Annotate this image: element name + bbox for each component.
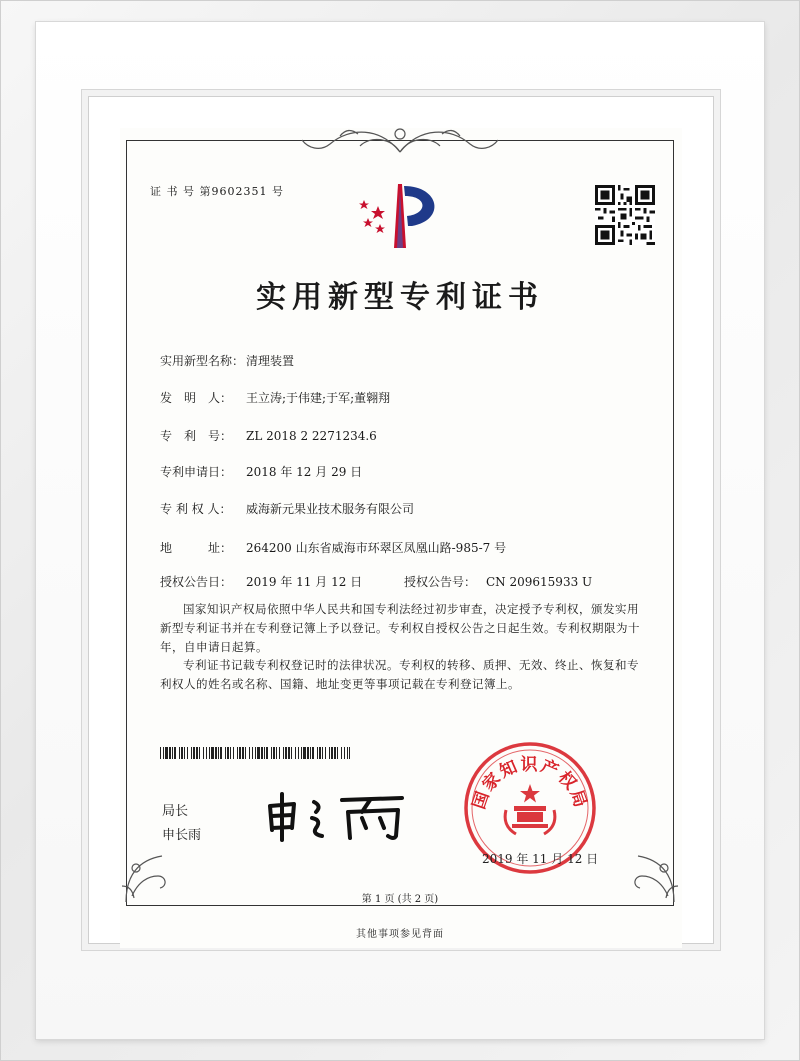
barcode-bar xyxy=(242,747,244,759)
barcode-bar xyxy=(255,747,256,759)
barcode-bar xyxy=(301,747,302,759)
barcode-bar xyxy=(163,747,164,759)
barcode-bar xyxy=(227,747,229,759)
certificate-title: 实用新型专利证书 xyxy=(256,280,544,315)
certificate-number: 证 书 号 第9602351 号 xyxy=(150,185,284,198)
field-label: 实用新型名称： xyxy=(160,354,245,368)
field-value: 威海新元果业技术服务有限公司 xyxy=(246,502,415,516)
barcode-bar xyxy=(193,747,195,759)
field-utility-model-name xyxy=(160,352,294,369)
field-value: 2018 年 12 月 29 日 xyxy=(246,465,363,479)
barcode-bar xyxy=(310,747,311,759)
page-number: 第 1 页 (共 2 页) xyxy=(361,894,439,905)
cnipa-logo-icon xyxy=(350,180,450,252)
field-value: 王立涛;于伟建;于军;董翱翔 xyxy=(246,391,391,405)
barcode-bar xyxy=(211,747,214,759)
barcode-bar xyxy=(285,747,287,759)
body-paragraph: 国家知识产权局依照中华人民共和国专利法经过初步审查，决定授予专利权，颁发实用新型专利证书并在专利登记簿上予以登记。专利权自授权公告之日起生效。专利权期限为十年，自申请日起算。 xyxy=(160,602,640,654)
barcode-bar xyxy=(172,747,173,759)
barcode-bar xyxy=(344,747,345,759)
barcode-bar xyxy=(322,747,323,759)
barcode-bar xyxy=(307,747,309,759)
signatory-name: 申长雨 xyxy=(162,828,202,843)
barcode-bar xyxy=(283,747,284,759)
barcode-bar xyxy=(252,747,253,759)
svg-text:国家知识产权局: 国家知识产权局 xyxy=(469,755,591,812)
barcode-bar xyxy=(273,747,275,759)
barcode-bar xyxy=(181,747,183,759)
barcode-bar xyxy=(266,747,268,759)
barcode-bar xyxy=(233,747,234,759)
field-value: CN 209615933 U xyxy=(486,575,593,589)
barcode-bar xyxy=(312,747,314,759)
field-label: 专 利 权 人： xyxy=(160,502,232,516)
field-announcement-number xyxy=(404,573,592,590)
top-ornament-icon xyxy=(300,122,500,158)
field-value: 清理装置 xyxy=(246,354,295,368)
barcode-bar xyxy=(303,747,306,759)
barcode-bar xyxy=(288,747,290,759)
field-inventors xyxy=(160,389,390,406)
field-value: ZL 2018 2 2271234.6 xyxy=(246,429,377,443)
barcode-bar xyxy=(298,747,299,759)
barcode-bar xyxy=(334,747,336,759)
barcode-bar xyxy=(349,747,350,759)
barcode-bar xyxy=(220,747,222,759)
barcode-bar xyxy=(295,747,296,759)
barcode-bar xyxy=(160,747,161,759)
barcode-bar xyxy=(209,747,210,759)
barcode-bar xyxy=(291,747,292,759)
barcode-bar xyxy=(184,747,185,759)
barcode-bar xyxy=(261,747,263,759)
field-label: 授权公告号： xyxy=(404,575,477,589)
barcode-bar xyxy=(271,747,272,759)
barcode-bar xyxy=(165,747,168,759)
barcode-bar xyxy=(215,747,217,759)
barcode-bar xyxy=(174,747,176,759)
barcode-bar xyxy=(237,747,238,759)
barcode-bar xyxy=(347,747,348,759)
field-patentee xyxy=(160,500,414,517)
barcode-bar xyxy=(329,747,330,759)
barcode-bar xyxy=(203,747,204,759)
barcode-bar xyxy=(319,747,321,759)
qr-code-icon xyxy=(595,185,655,245)
handwritten-signature-icon xyxy=(262,788,412,844)
field-label: 地 址： xyxy=(160,541,233,555)
barcode-bar xyxy=(230,747,231,759)
field-application-date xyxy=(160,463,362,480)
barcode-bar xyxy=(169,747,171,759)
barcode-bar xyxy=(317,747,318,759)
seal-date: 2019 年 11 月 12 日 xyxy=(482,852,599,866)
field-label: 授权公告日： xyxy=(160,575,233,589)
barcode-bar xyxy=(196,747,198,759)
barcode-bar xyxy=(264,747,265,759)
barcode-bar xyxy=(325,747,326,759)
field-grant-date xyxy=(160,573,362,590)
barcode-bar xyxy=(337,747,338,759)
body-paragraph: 专利证书记载专利权登记时的法律状况。专利权的转移、质押、无效、终止、恢复和专利权人的姓名或名称、国籍、地址变更等事项记载在专利登记簿上。 xyxy=(160,658,639,691)
barcode-bar xyxy=(257,747,260,759)
field-label: 专利申请日： xyxy=(160,465,233,479)
field-value: 2019 年 11 月 12 日 xyxy=(246,575,363,589)
field-label: 发 明 人： xyxy=(160,391,233,405)
barcode-bar xyxy=(249,747,250,759)
barcode-bar xyxy=(276,747,277,759)
barcode-bar xyxy=(199,747,200,759)
barcode-bar xyxy=(279,747,280,759)
field-address xyxy=(160,539,506,556)
barcode-bar xyxy=(331,747,333,759)
barcode-bar xyxy=(245,747,246,759)
field-patent-number xyxy=(160,427,377,444)
barcode-bar xyxy=(225,747,226,759)
barcode-icon xyxy=(160,747,350,759)
footer-note: 其他事项参见背面 xyxy=(356,929,444,940)
barcode-bar xyxy=(239,747,241,759)
barcode-bar xyxy=(179,747,180,759)
barcode-bar xyxy=(187,747,188,759)
barcode-bar xyxy=(206,747,207,759)
barcode-bar xyxy=(341,747,342,759)
field-label: 专 利 号： xyxy=(160,429,233,443)
signatory-role: 局长 xyxy=(162,804,189,819)
field-value: 264200 山东省威海市环翠区凤凰山路-985-7 号 xyxy=(246,541,507,555)
barcode-bar xyxy=(191,747,192,759)
barcode-bar xyxy=(218,747,219,759)
